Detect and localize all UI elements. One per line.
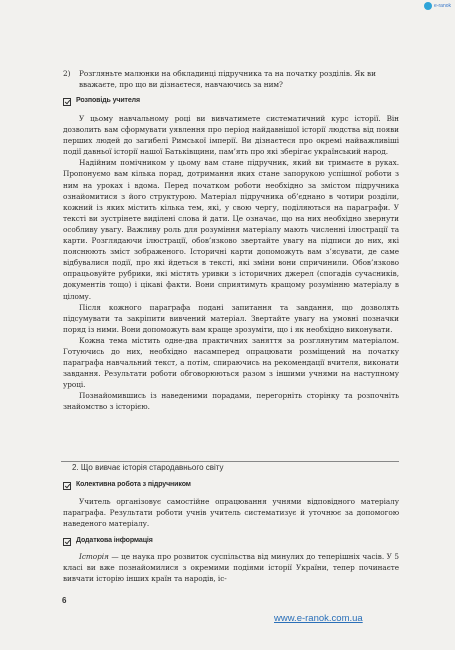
checkbox-icon [63, 538, 71, 546]
logo-text: e-ranok [434, 3, 451, 9]
publisher-logo [424, 2, 451, 10]
paragraph [63, 551, 399, 584]
collective-work-heading: Колективна робота з підручником [76, 481, 191, 488]
teacher-story-heading: Розповідь учителя [76, 97, 141, 104]
logo-icon [424, 2, 432, 10]
collective-work-text [63, 496, 399, 529]
additional-info-text [63, 551, 399, 584]
question-number: 2) [63, 69, 71, 78]
teacher-story-text [63, 113, 399, 413]
page-number: 6 [62, 596, 67, 605]
paragraph: Надійним помічником у цьому вам стане підручник, який ви тримаєте в руках. Пропонуємо вам кілька порад, дотримання яких стане запорукою успішної роботи з ним на уроках і вдома. Перед початком роботи необхідно за змістом підручника ознайомитися з його структурою. Матеріал підручника об’єднано в чотири розділи, кожний із яких містить кілька тем, які, у свою чергу, поділяються на параграфи. У тексті ви зустрінете виділені слова й дати. Це означає, що на них необхідно звернути особливу увагу. Важливу роль для розуміння матеріалу мають численні ілюстрації та карти. Розглядаючи ілюстрації, обов’язково звертайте увагу на підписи до них, які пояснюють зміст зображеного. Історичні карти допоможуть вам з’ясувати, де саме відбувалися події, про які йдеться в тексті, які зміни вони спричинили. Обов’язково опрацьовуйте рубрики, які містять уривки з історичних джерел (спогадів сучасників, документів тощо) і цікаві факти. Вони сприятимуть кращому розумінню матеріалу в цілому. [63, 158, 399, 301]
paragraph: У цьому навчальному році ви вивчатимете систематичний курс історії. Він дозволить вам сформувати уявлення про період найдавнішої історії людства від появи перших людей до загибелі Римської імперії. Ви дізнаєтеся про окремі найважливіші події давньої історії нашої Батьківщини, пам’ять про які зберігає український народ. [63, 114, 399, 157]
question-text: Розгляньте малюнки на обкладинці підручника та на початку розділів. Як ви вважаєте, про що ви дізнаєтеся, навчаючись за ним? [79, 69, 376, 89]
section-title: 2. Що вивчає історія стародавнього світу [72, 463, 224, 472]
definition-text: — це наука про розвиток суспільства від минулих до теперішніх часів. У 5 класі ви вже познайомилися з окремими подіями історії України, тепер починаєте вивчати історію інших країн та народів, іс- [63, 552, 399, 584]
question-2 [63, 68, 399, 90]
paragraph: Познайомившись із наведеними порадами, перегорніть сторінку та розпочніть знайомство з історією. [63, 391, 399, 412]
paragraph: Учитель організовує самостійне опрацювання учнями відповідного матеріалу параграфа. Результати роботи учнів учитель систематизує й уточнює за допомогою наведеного матеріалу. [63, 497, 399, 529]
term-history: Історія [79, 552, 109, 561]
paragraph: Кожна тема містить одне-два практичних заняття за розглянутим матеріалом. Готуючись до них, необхідно насамперед опрацювати розміщений на початку параграфа навчальний текст, а потім, спираючись на рекомендації вчителя, виконати завдання. Результати роботи обговорюються разом з іншими учнями на наступному уроці. [63, 335, 399, 390]
section-divider [61, 461, 399, 462]
additional-info-heading: Додаткова інформація [76, 537, 153, 544]
checkbox-icon [63, 482, 71, 490]
checkbox-icon [63, 98, 71, 106]
paragraph: Після кожного параграфа подані запитання та завдання, що дозволять підсумувати та закріпити вивчений матеріал. Звертайте увагу на умовні позначки поряд із ними. Вони допоможуть вам краще зрозуміти, що і як необхідно виконувати. [63, 302, 399, 334]
website-link[interactable]: www.e-ranok.com.ua [274, 613, 363, 624]
